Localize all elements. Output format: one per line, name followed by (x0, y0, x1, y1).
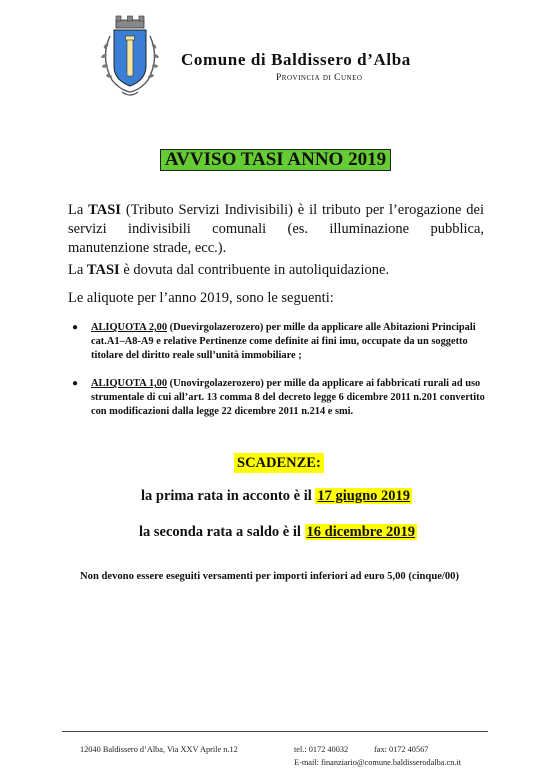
intro-paragraph (68, 201, 484, 258)
intro-line-1: La TASI (Tributo Servizi Indivisibili) è il tributo per l’erogazione dei (68, 202, 484, 218)
bullet-icon: ● (72, 378, 79, 389)
tasi-keyword: TASI (88, 202, 121, 218)
rate-description: (Duevirgolazerozero) per mille da applicare alle Abitazioni Principali cat.A1–A8-A9 e relative Pertinenze come definite ai fini imu, occupate da un soggetto titolare del diritto reale sull’unità immobiliare ; (91, 322, 476, 361)
minimum-payment-note: Non devono essere eseguiti versamenti per importi inferiori ad euro 5,00 (cinque/00) (80, 571, 459, 582)
rate-title: ALIQUOTA 2,00 (91, 322, 168, 333)
intro-line-2: servizi indivisibili comunali (es. illuminazione pubblica, (68, 221, 484, 237)
second-installment: la seconda rata a saldo è il 16 dicembre 2019 (139, 524, 416, 540)
notice-heading: AVVISO TASI ANNO 2019 (160, 149, 391, 171)
footer-divider (62, 731, 488, 732)
list-item (72, 321, 492, 363)
footer-phone: tel.: 0172 40032 (294, 745, 349, 754)
rate-title: ALIQUOTA 1,00 (91, 378, 168, 389)
first-installment-date: 17 giugno 2019 (317, 488, 411, 504)
list-item (72, 377, 492, 419)
province-subtitle: Provincia di Cuneo (276, 73, 363, 83)
intro-line-3: manutenzione strade, ecc.). (68, 240, 227, 256)
first-installment: la prima rata in acconto è il 17 giugno 2019 (141, 488, 411, 504)
rate-description: (Unovirgolazerozero) per mille da applicare ai fabbricati rurali ad uso strumentale di cui all’art. 13 comma 8 del decreto legge 6 dicembre 2011 n.201 convertito con modificazioni dalla legge 22 dicembre 2011 n.214 e smi. (91, 378, 485, 417)
bullet-icon: ● (72, 322, 79, 333)
rates-list (72, 321, 492, 433)
payment-paragraph: La TASI è dovuta dal contribuente in autoliquidazione. (68, 262, 390, 278)
municipality-title: Comune di Baldissero d’Alba (181, 50, 411, 69)
tasi-keyword: TASI (86, 262, 120, 278)
rates-intro: Le aliquote per l’anno 2019, sono le seguenti: (68, 290, 334, 306)
footer-email: E-mail: finanziario@comune.baldisserodalba.cn.it (294, 758, 462, 767)
second-installment-date: 16 dicembre 2019 (306, 524, 416, 540)
footer-fax: fax: 0172 40567 (374, 745, 429, 754)
deadlines-heading: SCADENZE: (234, 453, 324, 473)
footer-address: 12040 Baldissero d’Alba, Via XXV Aprile n.12 (80, 745, 238, 754)
municipal-crest-icon (96, 14, 164, 100)
